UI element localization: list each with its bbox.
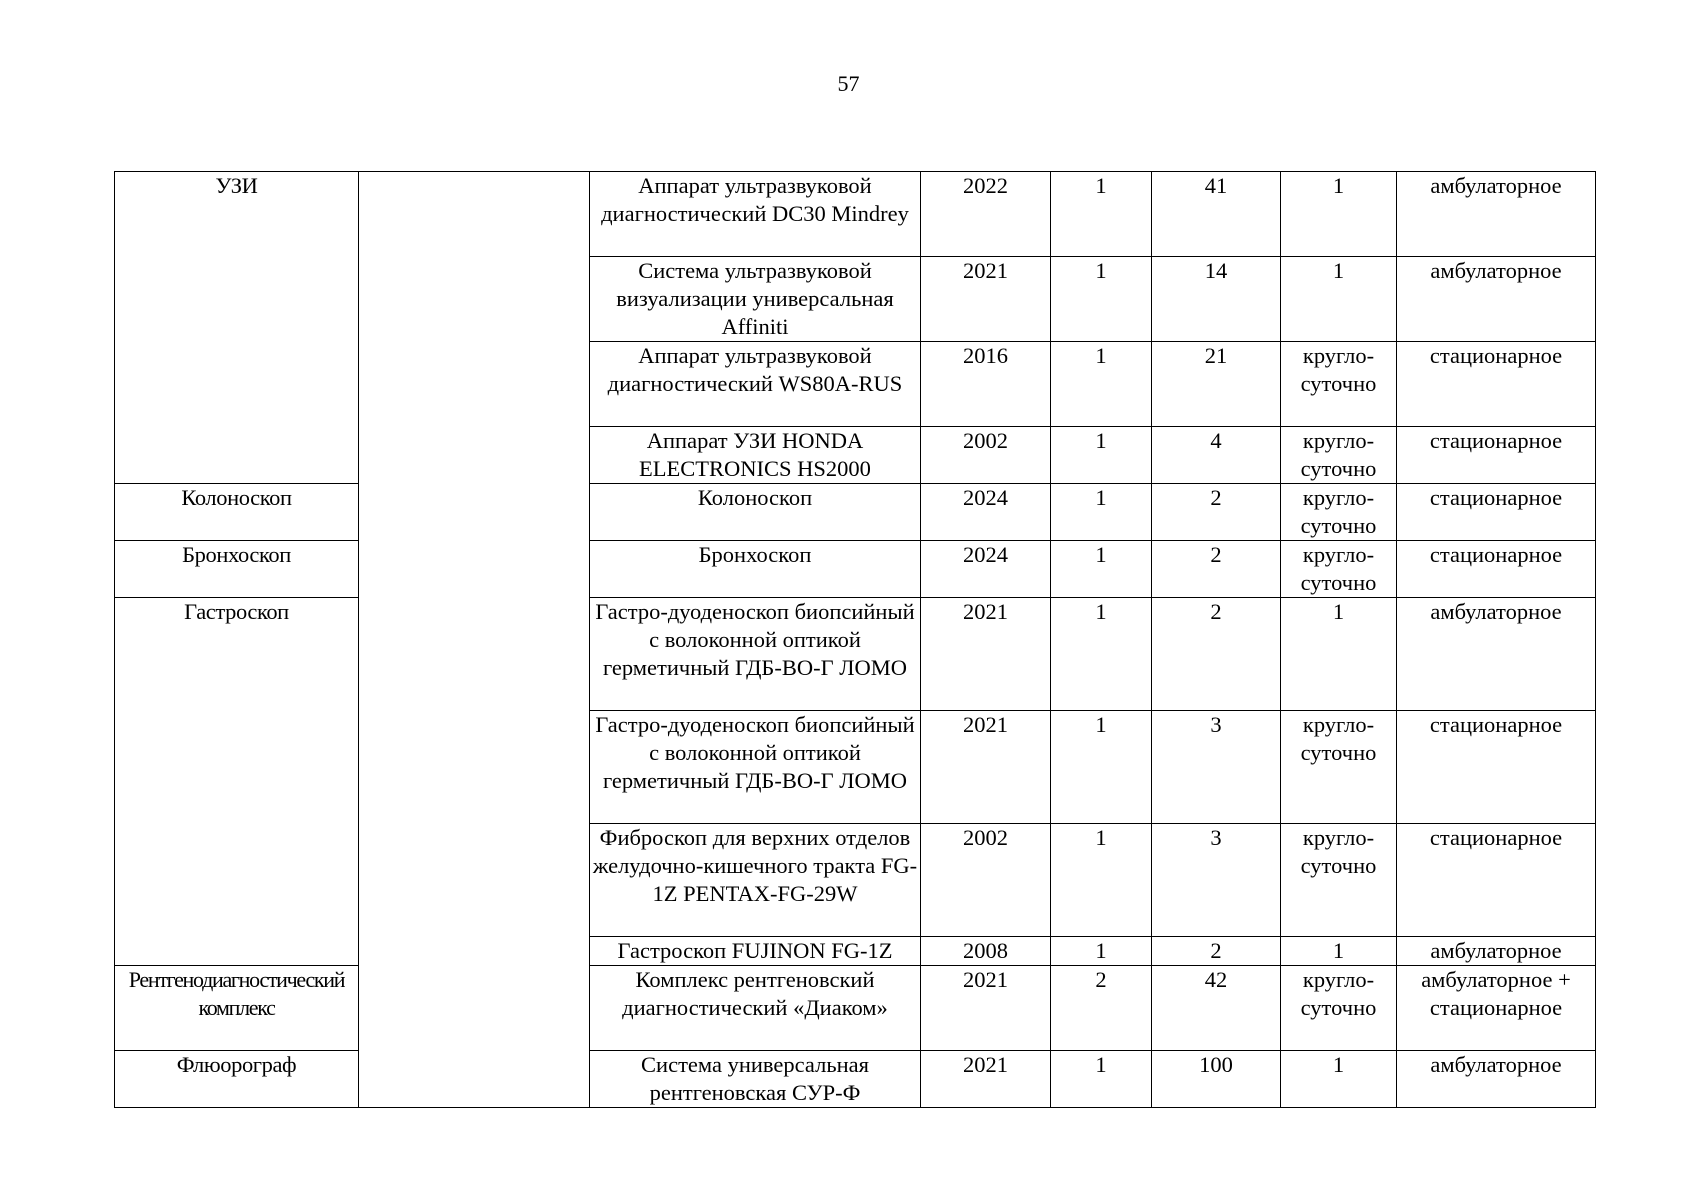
count-cell: 1 xyxy=(1051,711,1152,824)
equipment-name-cell: Гастроскоп FUJINON FG-1Z xyxy=(590,937,921,966)
count-cell: 2 xyxy=(1051,966,1152,1051)
year-cell: 2022 xyxy=(921,172,1051,257)
equipment-type-cell: УЗИ xyxy=(115,172,359,484)
year-cell: 2021 xyxy=(921,966,1051,1051)
shift-cell: 1 xyxy=(1281,598,1397,711)
shift-cell: кругло-суточно xyxy=(1281,342,1397,427)
equipment-name-cell: Колоноскоп xyxy=(590,484,921,541)
equipment-name-cell: Бронхоскоп xyxy=(590,541,921,598)
count-cell: 1 xyxy=(1051,1051,1152,1108)
service-mode-cell: амбулаторное xyxy=(1397,257,1596,342)
equipment-type-cell: Флюорограф xyxy=(115,1051,359,1108)
equipment-name-cell: Гастро-дуоденоскоп биопсийный с волоконной оптикой герметичный ГДБ-ВО-Г ЛОМО xyxy=(590,598,921,711)
year-cell: 2021 xyxy=(921,1051,1051,1108)
load-cell: 42 xyxy=(1152,966,1281,1051)
year-cell: 2021 xyxy=(921,711,1051,824)
service-mode-cell: стационарное xyxy=(1397,484,1596,541)
shift-cell: 1 xyxy=(1281,937,1397,966)
equipment-type-cell: Колоноскоп xyxy=(115,484,359,541)
equipment-name-cell: Комплекс рентгеновский диагностический «Диаком» xyxy=(590,966,921,1051)
shift-cell: 1 xyxy=(1281,172,1397,257)
count-cell: 1 xyxy=(1051,427,1152,484)
shift-cell: кругло-суточно xyxy=(1281,824,1397,937)
count-cell: 1 xyxy=(1051,342,1152,427)
equipment-name-cell: Аппарат ультразвуковой диагностический DC30 Mindrey xyxy=(590,172,921,257)
year-cell: 2024 xyxy=(921,484,1051,541)
year-cell: 2016 xyxy=(921,342,1051,427)
equipment-name-cell: Фиброскоп для верхних отделов желудочно-кишечного тракта FG-1Z PENTAX-FG-29W xyxy=(590,824,921,937)
service-mode-cell: стационарное xyxy=(1397,541,1596,598)
table-row xyxy=(115,1051,1596,1108)
equipment-type-cell: Бронхоскоп xyxy=(115,541,359,598)
equipment-table xyxy=(114,171,1596,1108)
service-mode-cell: амбулаторное xyxy=(1397,937,1596,966)
service-mode-cell: амбулаторное xyxy=(1397,172,1596,257)
table-row xyxy=(115,172,1596,257)
load-cell: 3 xyxy=(1152,824,1281,937)
table-row xyxy=(115,598,1596,711)
count-cell: 1 xyxy=(1051,598,1152,711)
equipment-name-cell: Аппарат ультразвуковой диагностический WS80A-RUS xyxy=(590,342,921,427)
count-cell: 1 xyxy=(1051,484,1152,541)
service-mode-cell: стационарное xyxy=(1397,824,1596,937)
shift-cell: кругло-суточно xyxy=(1281,427,1397,484)
table-row xyxy=(115,484,1596,541)
table-row xyxy=(115,966,1596,1051)
load-cell: 100 xyxy=(1152,1051,1281,1108)
equipment-name-cell: Система ультразвуковой визуализации универсальная Affiniti xyxy=(590,257,921,342)
equipment-name-cell: Аппарат УЗИ HONDA ELECTRONICS HS2000 xyxy=(590,427,921,484)
equipment-name-cell: Система универсальная рентгеновская СУР-Ф xyxy=(590,1051,921,1108)
year-cell: 2008 xyxy=(921,937,1051,966)
service-mode-cell: амбулаторное + стационарное xyxy=(1397,966,1596,1051)
service-mode-cell: амбулаторное xyxy=(1397,1051,1596,1108)
load-cell: 2 xyxy=(1152,937,1281,966)
year-cell: 2021 xyxy=(921,257,1051,342)
year-cell: 2021 xyxy=(921,598,1051,711)
service-mode-cell: стационарное xyxy=(1397,342,1596,427)
table-row xyxy=(115,541,1596,598)
equipment-name-cell: Гастро-дуоденоскоп биопсийный с волоконной оптикой герметичный ГДБ-ВО-Г ЛОМО xyxy=(590,711,921,824)
load-cell: 4 xyxy=(1152,427,1281,484)
load-cell: 14 xyxy=(1152,257,1281,342)
count-cell: 1 xyxy=(1051,541,1152,598)
shift-cell: 1 xyxy=(1281,257,1397,342)
load-cell: 41 xyxy=(1152,172,1281,257)
service-mode-cell: стационарное xyxy=(1397,711,1596,824)
shift-cell: кругло-суточно xyxy=(1281,484,1397,541)
load-cell: 21 xyxy=(1152,342,1281,427)
shift-cell: 1 xyxy=(1281,1051,1397,1108)
shift-cell: кругло-суточно xyxy=(1281,711,1397,824)
load-cell: 2 xyxy=(1152,484,1281,541)
load-cell: 3 xyxy=(1152,711,1281,824)
count-cell: 1 xyxy=(1051,824,1152,937)
service-mode-cell: амбулаторное xyxy=(1397,598,1596,711)
page-number: 57 xyxy=(837,71,860,96)
equipment-type-cell: Рентгенодиагностический комплекс xyxy=(115,966,359,1051)
year-cell: 2002 xyxy=(921,427,1051,484)
year-cell: 2024 xyxy=(921,541,1051,598)
service-mode-cell: стационарное xyxy=(1397,427,1596,484)
count-cell: 1 xyxy=(1051,172,1152,257)
count-cell: 1 xyxy=(1051,937,1152,966)
year-cell: 2002 xyxy=(921,824,1051,937)
equipment-type-cell: Гастроскоп xyxy=(115,598,359,966)
blank-column-cell xyxy=(359,172,590,1108)
shift-cell: кругло-суточно xyxy=(1281,541,1397,598)
load-cell: 2 xyxy=(1152,541,1281,598)
load-cell: 2 xyxy=(1152,598,1281,711)
shift-cell: кругло-суточно xyxy=(1281,966,1397,1051)
count-cell: 1 xyxy=(1051,257,1152,342)
